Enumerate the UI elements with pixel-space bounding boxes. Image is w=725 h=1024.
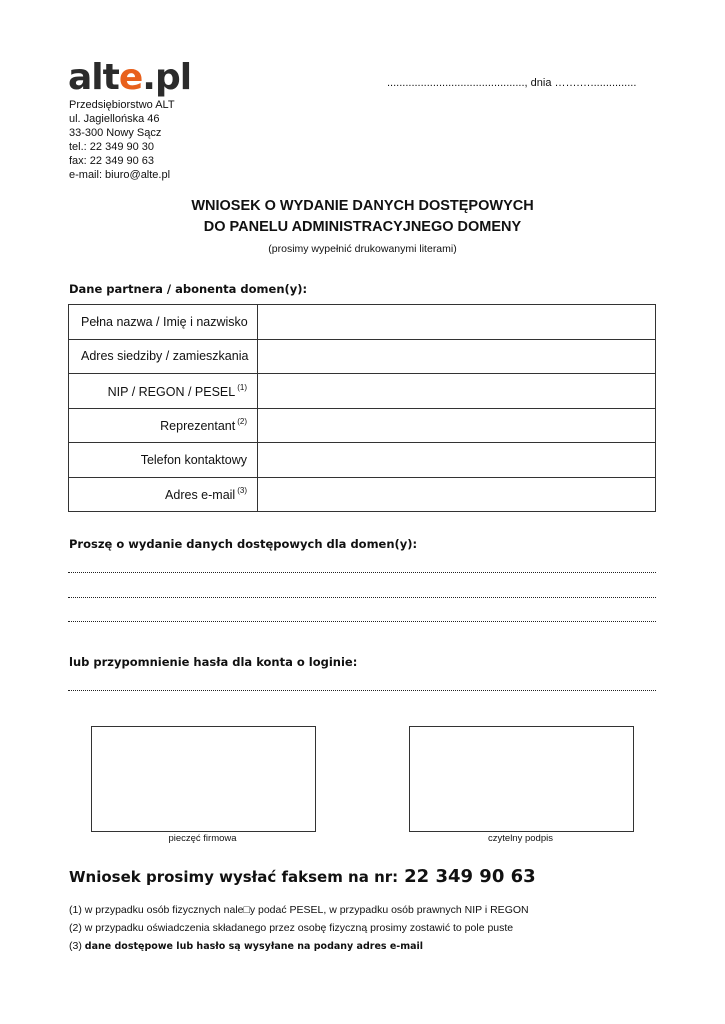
row-label	[69, 477, 258, 512]
login-entry-line[interactable]	[68, 690, 656, 691]
row-label	[69, 374, 258, 409]
fax-number: 22 349 90 63	[404, 866, 536, 887]
row-label-text: Pełna nazwa / Imię i nazwisko	[81, 314, 248, 329]
phone-input[interactable]	[258, 443, 656, 478]
place-date-field[interactable]: ............................................., dnia …….…...............	[387, 77, 637, 89]
footnote-marker: (3)	[237, 486, 247, 496]
company-address	[69, 98, 175, 182]
company-name: Przedsiębiorstwo ALT	[69, 99, 175, 111]
row-label-text: Adres e-mail	[165, 488, 236, 503]
login-section-heading: lub przypomnienie hasła dla konta o loginie:	[69, 655, 358, 669]
email-input[interactable]	[258, 477, 656, 512]
company-email: e-mail: biuro@alte.pl	[69, 169, 171, 181]
domain-entry-line-2[interactable]	[68, 597, 656, 598]
footnote-2: (2) w przypadku oświadczenia składanego przez osobę fizyczną prosimy zostawić to pole puste	[69, 922, 514, 934]
table-row	[69, 408, 656, 443]
table-row	[69, 305, 656, 340]
signature-box[interactable]	[409, 726, 634, 832]
footnote-1: (1) w przypadku osób fizycznych nale□y podać PESEL, w przypadku osób prawnych NIP i REGON	[69, 904, 529, 916]
company-stamp-box[interactable]	[91, 726, 316, 832]
table-row	[69, 339, 656, 374]
company-tel: tel.: 22 349 90 30	[69, 141, 155, 153]
signature-caption: czytelny podpis	[488, 833, 553, 844]
address-input[interactable]	[258, 339, 656, 374]
form-title-line2: DO PANELU ADMINISTRACYJNEGO DOMENY	[203, 219, 522, 235]
row-label-text: Reprezentant	[160, 419, 236, 434]
row-label-text: Adres siedziby / zamieszkania	[81, 349, 249, 364]
form-subtitle: (prosimy wypełnić drukowanymi literami)	[268, 243, 457, 255]
row-label	[69, 305, 258, 340]
row-label	[69, 408, 258, 443]
fax-request	[69, 866, 536, 887]
form-title-line1: WNIOSEK O WYDANIE DANYCH DOSTĘPOWYCH	[191, 198, 534, 214]
table-row	[69, 443, 656, 478]
nip-regon-pesel-input[interactable]	[258, 374, 656, 409]
footnote-marker: (1)	[237, 382, 247, 392]
logo-text: alt	[68, 57, 119, 98]
domain-entry-line-3[interactable]	[68, 621, 656, 622]
row-label-text: Telefon kontaktowy	[140, 452, 247, 467]
partner-data-table	[68, 304, 656, 512]
company-logo	[68, 57, 192, 98]
table-row	[69, 374, 656, 409]
stamp-caption: pieczęć firmowa	[168, 833, 237, 844]
partner-section-heading: Dane partnera / abonenta domen(y):	[69, 282, 308, 296]
domain-entry-line-1[interactable]	[68, 572, 656, 573]
full-name-input[interactable]	[258, 305, 656, 340]
logo-accent: e	[118, 57, 143, 98]
footnote-3	[69, 940, 423, 952]
company-street: ul. Jagiellońska 46	[69, 113, 160, 125]
company-fax: fax: 22 349 90 63	[69, 155, 155, 167]
row-label	[69, 443, 258, 478]
footnote-marker: (2)	[237, 417, 247, 427]
fax-request-text: Wniosek prosimy wysłać faksem na nr:	[69, 868, 399, 886]
logo-suffix: .pl	[142, 57, 192, 98]
domains-section-heading: Proszę o wydanie danych dostępowych dla domen(y):	[69, 537, 418, 551]
footnote-3-text: dane dostępowe lub hasło są wysyłane na podany adres e-mail	[84, 941, 424, 952]
row-label	[69, 339, 258, 374]
company-city: 33-300 Nowy Sącz	[69, 127, 162, 139]
representative-input[interactable]	[258, 408, 656, 443]
row-label-text: NIP / REGON / PESEL	[107, 384, 236, 399]
table-row	[69, 477, 656, 512]
footnote-3-marker: (3)	[69, 940, 82, 952]
